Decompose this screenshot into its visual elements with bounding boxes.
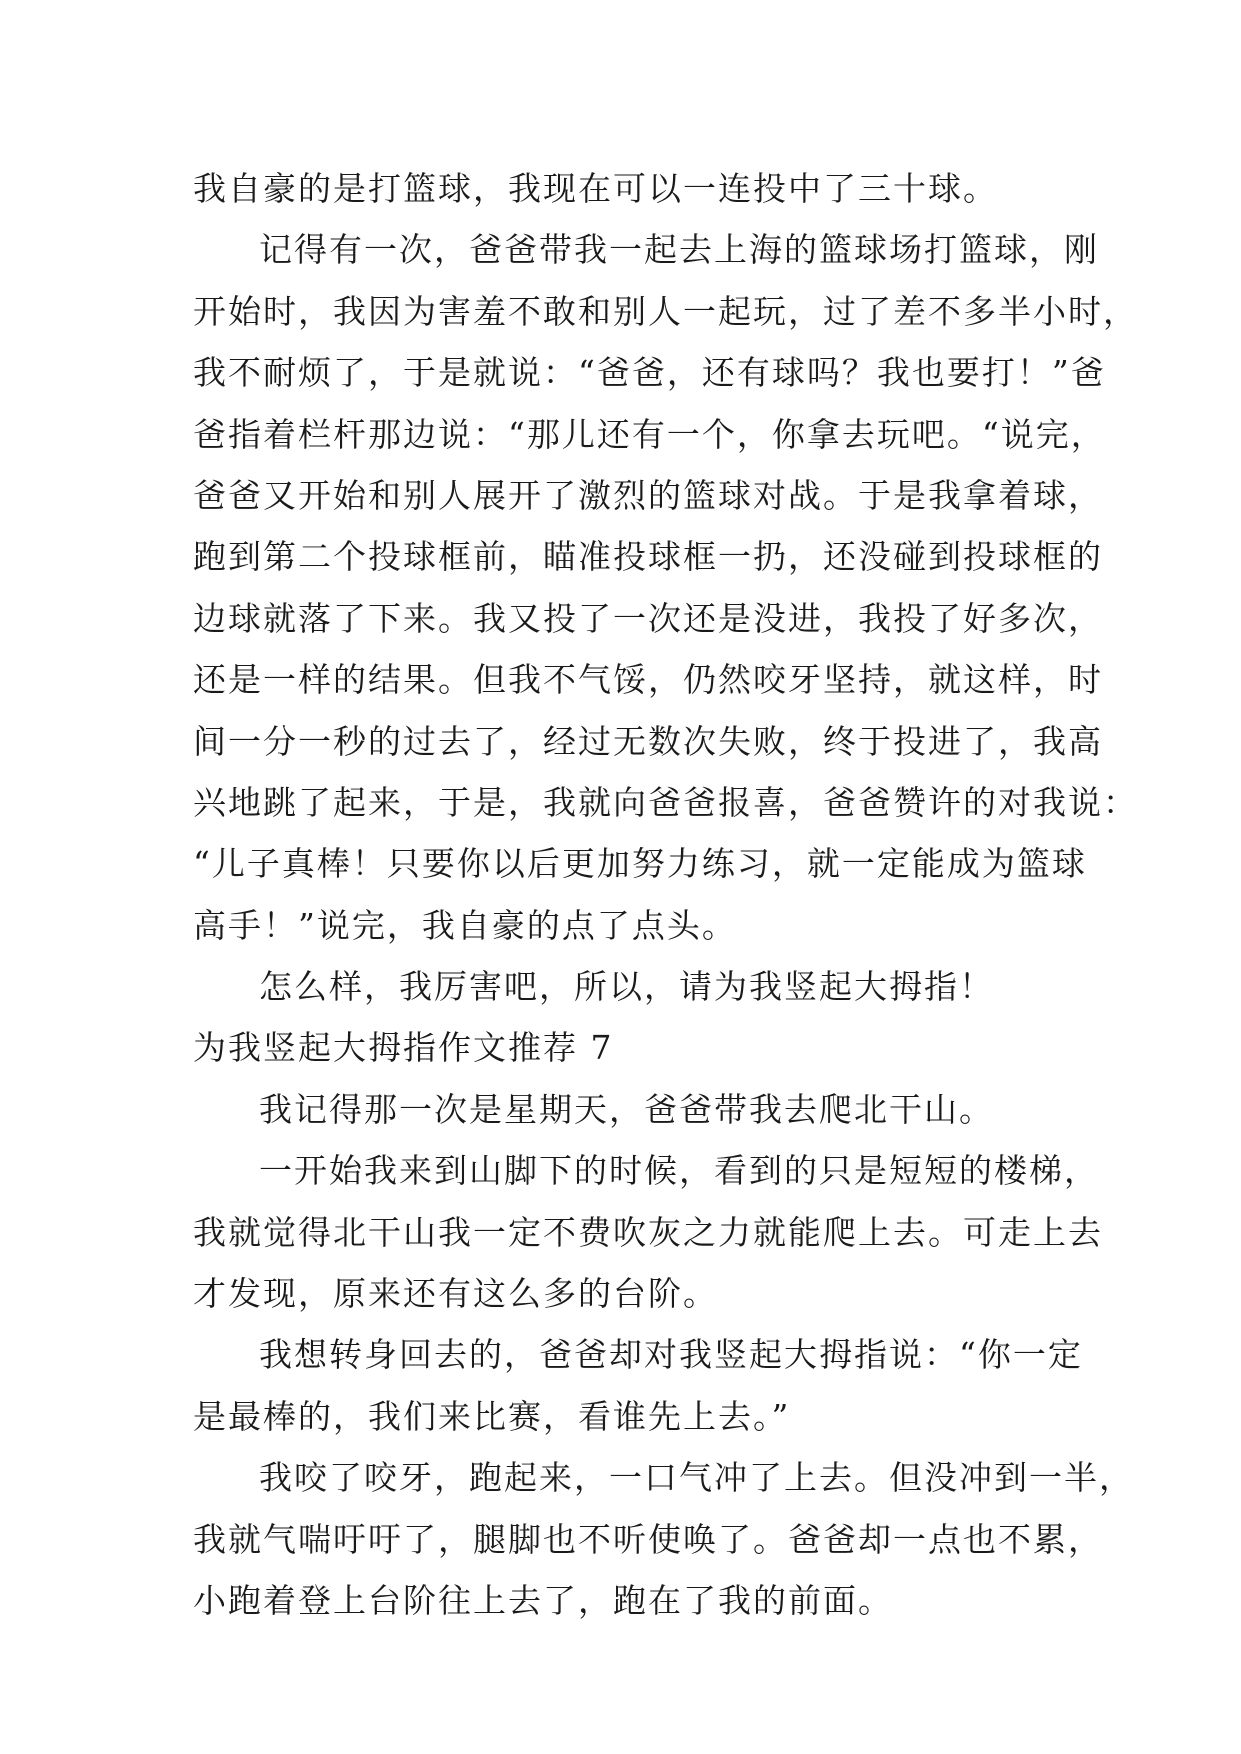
text-line: 爸爸又开始和别人展开了激烈的篮球对战。于是我拿着球， <box>193 475 1103 515</box>
text-line: 兴地跳了起来，于是，我就向爸爸报喜，爸爸赞许的对我说： <box>193 782 1138 822</box>
text-line: 高手！”说完，我自豪的点了点头。 <box>193 905 737 945</box>
text-line: 是最棒的，我们来比赛，看谁先上去。” <box>193 1396 791 1436</box>
text-line: 我就气喘吁吁了，腿脚也不听使唤了。爸爸却一点也不累， <box>193 1519 1103 1559</box>
text-line: 一开始我来到山脚下的时候，看到的只是短短的楼梯， <box>259 1151 1099 1191</box>
text-line: 我不耐烦了，于是就说：“爸爸，还有球吗？我也要打！”爸 <box>193 353 1106 393</box>
text-line: 我咬了咬牙，跑起来，一口气冲了上去。但没冲到一半， <box>259 1458 1134 1498</box>
text-line: 我记得那一次是星期天，爸爸带我去爬北干山。 <box>259 1089 994 1129</box>
text-line: 间一分一秒的过去了，经过无数次失败，终于投进了，我高 <box>193 721 1103 761</box>
text-line: “儿子真棒！只要你以后更加努力练习，就一定能成为篮球 <box>193 844 1087 884</box>
document-body <box>193 158 1138 1631</box>
text-line: 我自豪的是打篮球，我现在可以一连投中了三十球。 <box>193 169 998 208</box>
text-line: 边球就落了下来。我又投了一次还是没进，我投了好多次， <box>193 598 1103 638</box>
text-line: 我就觉得北干山我一定不费吹灰之力就能爬上去。可走上去 <box>193 1212 1103 1252</box>
text-line: 还是一样的结果。但我不气馁，仍然咬牙坚持，就这样，时 <box>193 660 1103 700</box>
text-line: 跑到第二个投球框前，瞄准投球框一扔，还没碰到投球框的 <box>193 537 1103 577</box>
text-line: 我想转身回去的，爸爸却对我竖起大拇指说：“你一定 <box>259 1335 1083 1375</box>
section-heading: 为我竖起大拇指作文推荐 7 <box>193 1028 614 1068</box>
text-line: 开始时，我因为害羞不敢和别人一起玩，过了差不多半小时， <box>193 291 1138 331</box>
text-line: 小跑着登上台阶往上去了，跑在了我的前面。 <box>193 1580 893 1620</box>
text-line: 记得有一次，爸爸带我一起去上海的篮球场打篮球，刚 <box>259 230 1099 270</box>
text-line: 怎么样，我厉害吧，所以，请为我竖起大拇指！ <box>259 967 994 1007</box>
text-line: 爸指着栏杆那边说：“那儿还有一个，你拿去玩吧。“说完， <box>193 414 1106 454</box>
text-line: 才发现，原来还有这么多的台阶。 <box>193 1274 718 1314</box>
